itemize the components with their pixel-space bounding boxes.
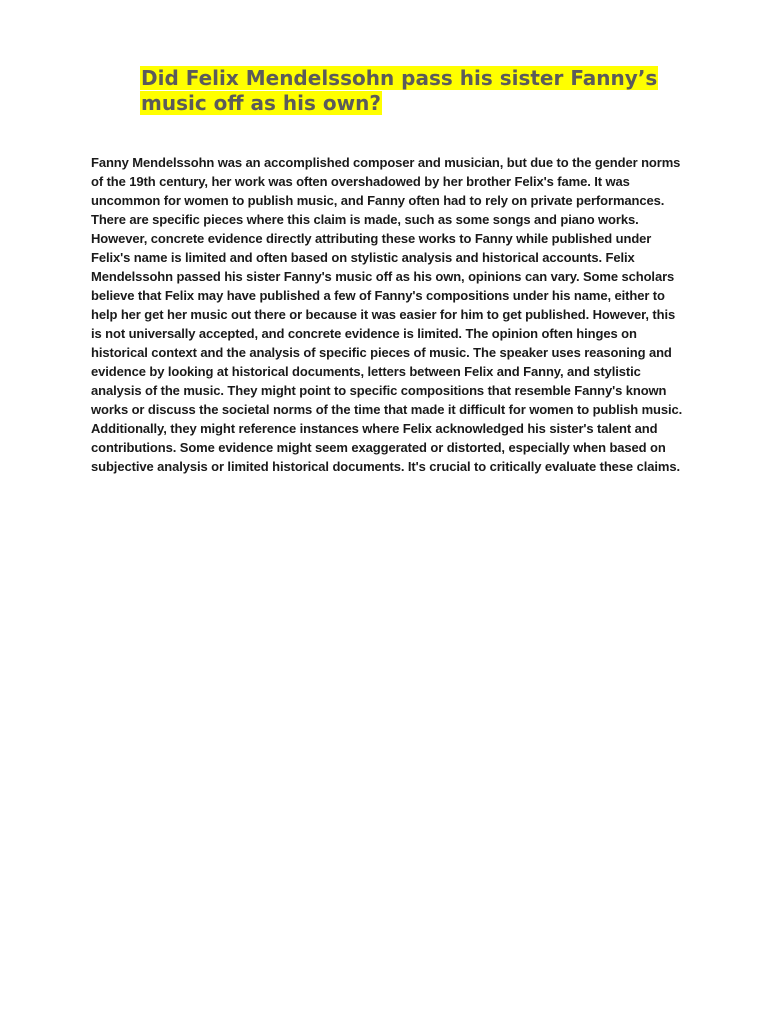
document-body-paragraph: Fanny Mendelssohn was an accomplished composer and musician, but due to the gender norms of the 19th century, her work was often overshadowed by her brother Felix's fame. It was uncommon for women to publish music, and Fanny often had to rely on private performances. There are specific pieces where this claim is made, such as some songs and piano works. However, concrete evidence directly attributing these works to Fanny while published under Felix's name is limited and often based on stylistic analysis and historical accounts. Felix Mendelssohn passed his sister Fanny's music off as his own, opinions can vary. Some scholars believe that Felix may have published a few of Fanny's compositions under his name, either to help her get her music out there or because it was easier for him to get published. However, this is not universally accepted, and concrete evidence is limited. The opinion often hinges on historical context and the analysis of specific pieces of music. The speaker uses reasoning and evidence by looking at historical documents, letters between Felix and Fanny, and stylistic analysis of the music. They might point to specific compositions that resemble Fanny's known works or discuss the societal norms of the time that made it difficult for women to publish music. Additionally, they might reference instances where Felix acknowledged his sister's talent and contributions. Some evidence might seem exaggerated or distorted, especially when based on subjective analysis or limited historical documents. It's crucial to critically evaluate these claims. xyxy=(91,155,683,474)
highlighted-title-text: Did Felix Mendelssohn pass his sister Fanny’s music off as his own? xyxy=(141,66,658,115)
document-title xyxy=(140,66,700,116)
